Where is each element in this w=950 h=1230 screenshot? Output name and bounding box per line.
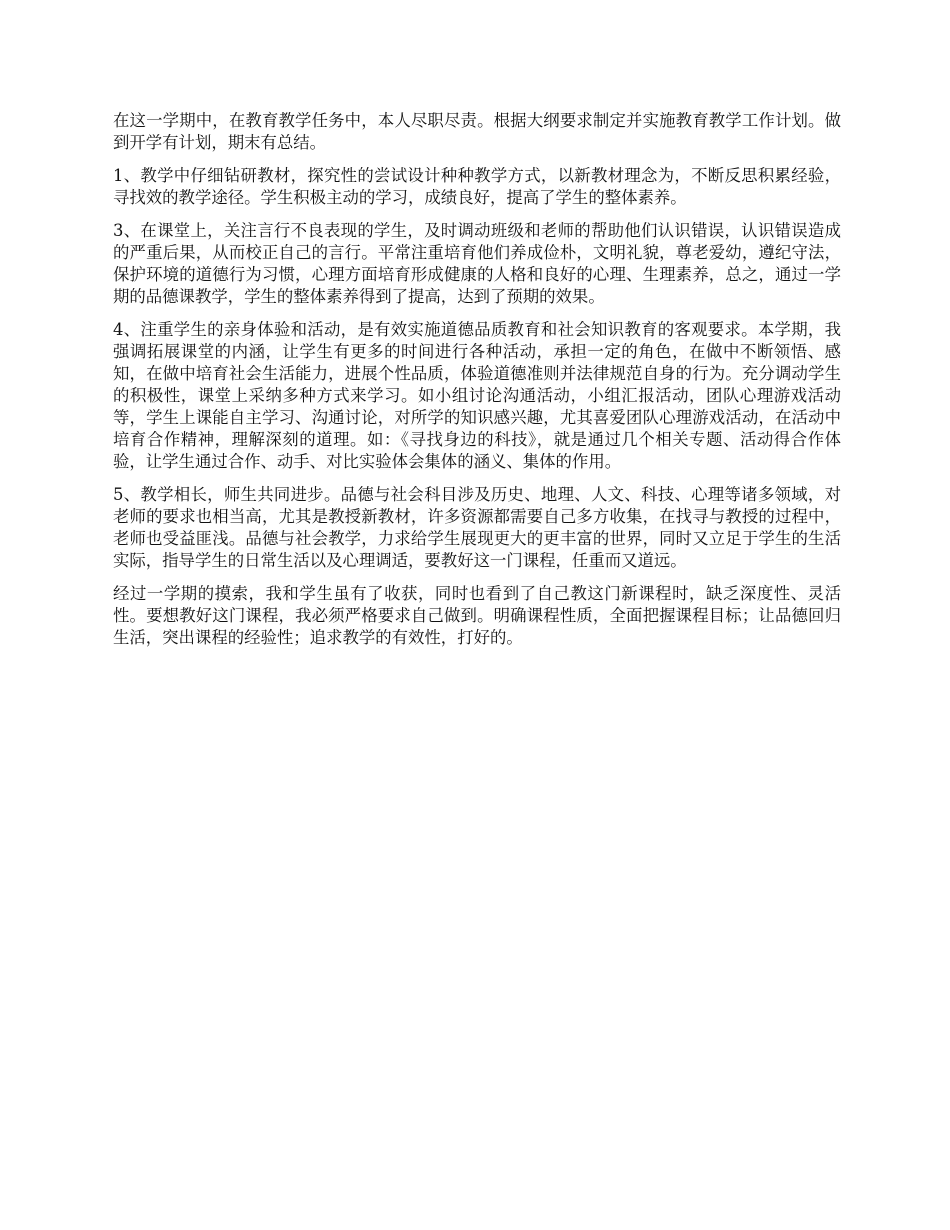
document-body — [113, 110, 841, 660]
paragraph-point-5: 5、教学相长，师生共同进步。品德与社会科目涉及历史、地理、人文、科技、心理等诸多领域，对老师的要求也相当高，尤其是教授新教材，许多资源都需要自己多方收集，在找寻与教授的过程中，老师也受益匪浅。品德与社会教学，力求给学生展现更大的更丰富的世界，同时又立足于学生的生活实际，指导学生的日常生活以及心理调适，要教好这一门课程，任重而又道远。 — [113, 485, 841, 570]
paragraph-point-3: 3、在课堂上，关注言行不良表现的学生，及时调动班级和老师的帮助他们认识错误，认识错误造成的严重后果，从而校正自己的言行。平常注重培育他们养成俭朴，文明礼貌，尊老爱幼，遵纪守法，保护环境的道德行为习惯，心理方面培育形成健康的人格和良好的心理、生理素养，总之，通过一学期的品德课教学，学生的整体素养得到了提高，达到了预期的效果。 — [113, 221, 841, 306]
paragraph-conclusion: 经过一学期的摸索，我和学生虽有了收获，同时也看到了自己教这门新课程时，缺乏深度性、灵活性。要想教好这门课程，我必须严格要求自己做到。明确课程性质，全面把握课程目标；让品德回归生活，突出课程的经验性；追求教学的有效性，打好的。 — [113, 584, 841, 647]
paragraph-intro: 在这一学期中，在教育教学任务中，本人尽职尽责。根据大纲要求制定并实施教育教学工作计划。做到开学有计划，期末有总结。 — [113, 111, 841, 152]
paragraph-point-1: 1、教学中仔细钻研教材，探究性的尝试设计种种教学方式，以新教材理念为，不断反思积累经验，寻找效的教学途径。学生积极主动的学习，成绩良好，提高了学生的整体素养。 — [113, 166, 841, 207]
paragraph-point-4: 4、注重学生的亲身体验和活动，是有效实施道德品质教育和社会知识教育的客观要求。本学期，我强调拓展课堂的内涵，让学生有更多的时间进行各种活动，承担一定的角色，在做中不断领悟、感知，在做中培育社会生活能力，进展个性品质，体验道德准则并法律规范自身的行为。充分调动学生的积极性，课堂上采纳多种方式来学习。如小组讨论沟通活动，小组汇报活动，团队心理游戏活动等，学生上课能自主学习、沟通讨论，对所学的知识感兴趣，尤其喜爱团队心理游戏活动，在活动中培育合作精神，理解深刻的道理。如：《寻找身边的科技》，就是通过几个相关专题、活动得合作体验，让学生通过合作、动手、对比实验体会集体的涵义、集体的作用。 — [113, 320, 841, 471]
